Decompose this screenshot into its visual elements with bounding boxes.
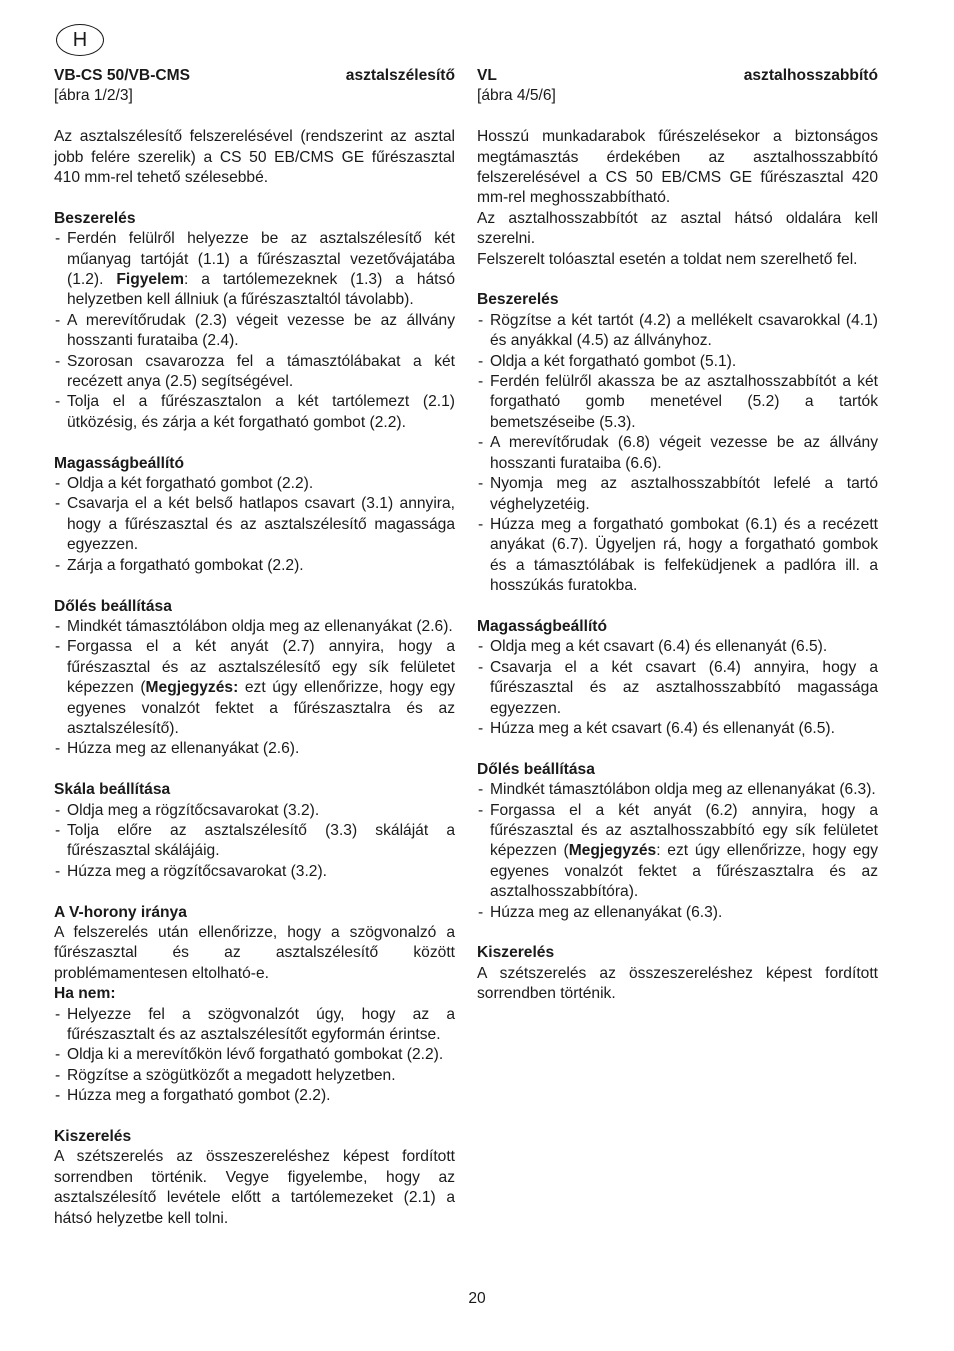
item-text: Mindkét támasztólábon oldja meg az ellenanyákat (2.6). xyxy=(67,617,453,635)
list-item xyxy=(54,1066,455,1086)
list-item xyxy=(477,515,878,597)
right-intro-1: Hosszú munkadarabok fűrészelésekor a biztonságos megtámasztás érdekében az asztalhosszabbító felszerelésével a CS 50 EB/CMS GE fűrészasztal 420 mm-rel meghosszabbítható. xyxy=(477,128,878,207)
vgroove-ifnot: Ha nem: xyxy=(54,985,116,1003)
item-text: Szorosan csavarozza fel a támasztólábakat a két recézett anya (2.5) segítségével. xyxy=(67,352,455,391)
left-section-heading: asztalszélesítő xyxy=(345,67,455,84)
item-text: Oldja ki a merevítőkön lévő forgatható gombokat (2.2). xyxy=(67,1046,444,1064)
list-item xyxy=(477,433,878,474)
list-item xyxy=(54,1086,455,1106)
list-item xyxy=(477,719,878,739)
left-header xyxy=(54,66,455,86)
left-removal-text: A szétszerelés az összeszereléshez képest fordított sorrendben történik. Vegye figyelembe, hogy az asztalszélesítő levétele előtt a tartólemezeket (2.1) a hátsó helyzetbe kell tolni. xyxy=(54,1148,455,1227)
item-text: Húzza meg a forgatható gombokat (6.1) és a recézett anyákat (6.7). Ügyeljen rá, hogy a forgatható gombok és a támasztólábak is felfekü​djenek a padlóra ill. a hosszúkás furatokba. xyxy=(490,515,878,595)
item-text: Csavarja el a két csavart (6.4) annyira, hogy a fűrészasztal és az asztalhosszabbító magassága egyezzen. xyxy=(490,658,878,717)
list-item xyxy=(477,903,878,923)
list-item xyxy=(54,821,455,862)
item-text: Oldja meg a rögzítőcsavarokat (3.2). xyxy=(67,801,320,819)
bold-note: Megjegyzés xyxy=(568,842,657,860)
list-item xyxy=(54,801,455,821)
right-model-title: VL xyxy=(477,67,497,84)
list-item xyxy=(477,637,878,657)
item-text: Oldja meg a két csavart (6.4) és ellenanyát (6.5). xyxy=(490,638,828,656)
section-title: Dőlés beállítása xyxy=(54,597,172,615)
right-header xyxy=(477,66,878,86)
list-item xyxy=(477,658,878,719)
list-item xyxy=(477,352,878,372)
section-title: Magasságbeállító xyxy=(54,454,184,472)
left-model-title: VB-CS 50/VB-CMS xyxy=(54,67,191,84)
item-text: Forgassa el a két anyát (2.7) annyira, hogy a fűrészasztal és az asztalszélesítő egy sík felületet képezzen ( xyxy=(67,638,455,697)
section-title: Dőlés beállítása xyxy=(477,760,595,778)
list-item xyxy=(54,474,455,494)
list-item xyxy=(54,229,455,311)
vgroove-title: A V-horony iránya xyxy=(54,903,187,921)
right-intro-2: Az asztalhosszabbítót az asztal hátsó oldalára kell szerelni. xyxy=(477,209,878,248)
section-list xyxy=(477,637,878,739)
list-item xyxy=(54,1045,455,1065)
item-text: Rögzítse a két tartót (4.2) a mellékelt csavarokkal (4.1) és anyákkal (4.5) az állványhoz. xyxy=(490,311,878,350)
left-removal-title: Kiszerelés xyxy=(54,1128,132,1146)
item-text: Helyezze fel a szögvonalzót úgy, hogy az a fűrészasztalt és az asztalszélesítőt egyformán érintse. xyxy=(67,1005,455,1043)
left-column xyxy=(54,66,455,1229)
item-text: Húzza meg az ellenanyákat (6.3). xyxy=(490,903,723,921)
list-item xyxy=(477,780,878,800)
left-sections xyxy=(54,188,455,882)
list-item xyxy=(54,739,455,759)
list-item xyxy=(54,556,455,576)
left-figure-ref: [ábra 1/2/3] xyxy=(54,87,133,105)
list-item xyxy=(54,862,455,882)
item-text: Forgassa el a két anyát (6.2) annyira, hogy a fűrészasztal és az asztalhosszabbító egy sík felületet képezzen ( xyxy=(490,801,878,860)
right-removal-title: Kiszerelés xyxy=(477,944,555,962)
list-item xyxy=(54,1005,455,1046)
language-code: H xyxy=(72,29,88,51)
item-text: Ferdén felülről helyezze be az asztalszélesítő két műanyag tartóját (1.1) a fűrészasztal vezetővájatába (1.2). xyxy=(67,230,455,289)
section-list xyxy=(477,311,878,597)
bold-note: Megjegyzés: xyxy=(145,679,239,697)
list-item xyxy=(477,474,878,515)
right-removal-text: A szétszerelés az összeszereléshez képest fordított sorrendben történik. xyxy=(477,964,878,1003)
list-item xyxy=(54,494,455,555)
right-sections xyxy=(477,270,878,923)
item-text: Húzza meg a forgatható gombot (2.2). xyxy=(67,1087,331,1105)
section-list xyxy=(54,617,455,760)
section-list xyxy=(54,229,455,433)
item-text: ezt úgy ellenőrizze, hogy egy egyenes vonalzót fektet a fűrészasztalra és az asztalszélesítő). xyxy=(67,679,456,737)
section-list xyxy=(477,780,878,923)
section-list xyxy=(54,474,455,576)
item-text: Húzza meg a rögzítőcsavarokat (3.2). xyxy=(67,862,328,880)
list-item xyxy=(54,352,455,393)
right-intro-3: Felszerelt tolóasztal esetén a toldat nem szerelhető fel. xyxy=(477,250,858,268)
item-text: A merevítőrudak (2.3) végeit vezesse be az állvány hosszanti furataiba (2.4). xyxy=(67,311,455,350)
list-item xyxy=(477,311,878,352)
bold-note: Figyelem xyxy=(116,271,184,289)
list-item xyxy=(477,801,878,903)
item-text: Oldja a két forgatható gombot (5.1). xyxy=(490,352,737,370)
list-item xyxy=(54,617,455,637)
page-number: 20 xyxy=(468,1290,486,1307)
section-title: Beszerelés xyxy=(477,291,559,309)
section-title: Beszerelés xyxy=(54,209,136,227)
item-text: Húzza meg az ellenanyákat (2.6). xyxy=(67,740,300,758)
vgroove-list xyxy=(54,1005,455,1107)
list-item xyxy=(54,392,455,433)
section-title: Magasságbeállító xyxy=(477,617,607,635)
item-text: Rögzítse a szögütközőt a megadott helyzetben. xyxy=(67,1066,396,1084)
item-text: Oldja a két forgatható gombot (2.2). xyxy=(67,475,314,493)
vgroove-text: A felszerelés után ellenőrizze, hogy a szögvonalzó a fűrészasztal és az asztalszélesítő között problémamentesen eltolható-e. xyxy=(54,923,455,982)
item-text: Ferdén felülről akassza be az asztalhosszabbítót a két forgatható gomb menetével (5.2) a tartók bemetszéseibe (5.3). xyxy=(490,373,878,431)
section-title: Skála beállítása xyxy=(54,781,171,799)
list-item xyxy=(54,311,455,352)
item-text: Zárja a forgatható gombokat (2.2). xyxy=(67,556,304,574)
right-column xyxy=(477,66,878,1005)
language-badge xyxy=(56,24,104,56)
item-text: Tolja előre az asztalszélesítő (3.3) skáláját a fűrészasztal skálájáig. xyxy=(67,821,455,860)
item-text: Mindkét támasztólábon oldja meg az ellenanyákat (6.3). xyxy=(490,781,876,799)
right-figure-ref: [ábra 4/5/6] xyxy=(477,87,556,105)
item-text: : ezt úgy ellenőrizze, hogy egy egyenes vonalzót fektet a fűrészasztalra és az asztalhosszabbítóra). xyxy=(490,842,878,901)
item-text: Csavarja el a két belső hatlapos csavart (3.1) annyira, hogy a fűrészasztal és az asztalszélesítő magassága egyezzen. xyxy=(67,495,455,554)
section-list xyxy=(54,801,455,883)
left-intro: Az asztalszélesítő felszerelésével (rendszerint az asztal jobb felére szerelik) a CS 50 EB/CMS GE fűrészasztal 410 mm-rel tehető szélesebbé. xyxy=(54,128,455,187)
item-text: Nyomja meg az asztalhosszabbítót lefelé a tartó véghelyzetéig. xyxy=(490,475,878,513)
item-text: Húzza meg a két csavart (6.4) és ellenanyát (6.5). xyxy=(490,719,835,737)
item-text: Tolja el a fűrészasztalon a két tartólemezt (2.1) ütközésig, és zárja a két forgatható gombot (2.2). xyxy=(67,393,455,431)
list-item xyxy=(477,372,878,433)
list-item xyxy=(54,637,455,739)
right-section-heading: asztalhosszabbító xyxy=(743,67,878,84)
item-text: : a tartólemezeknek (1.3) a hátsó helyzetben kell állniuk (a fűrészasztaltól távolabb). xyxy=(67,271,455,309)
item-text: A merevítőrudak (6.8) végeit vezesse be az állvány hosszanti furataiba (6.6). xyxy=(490,434,878,472)
